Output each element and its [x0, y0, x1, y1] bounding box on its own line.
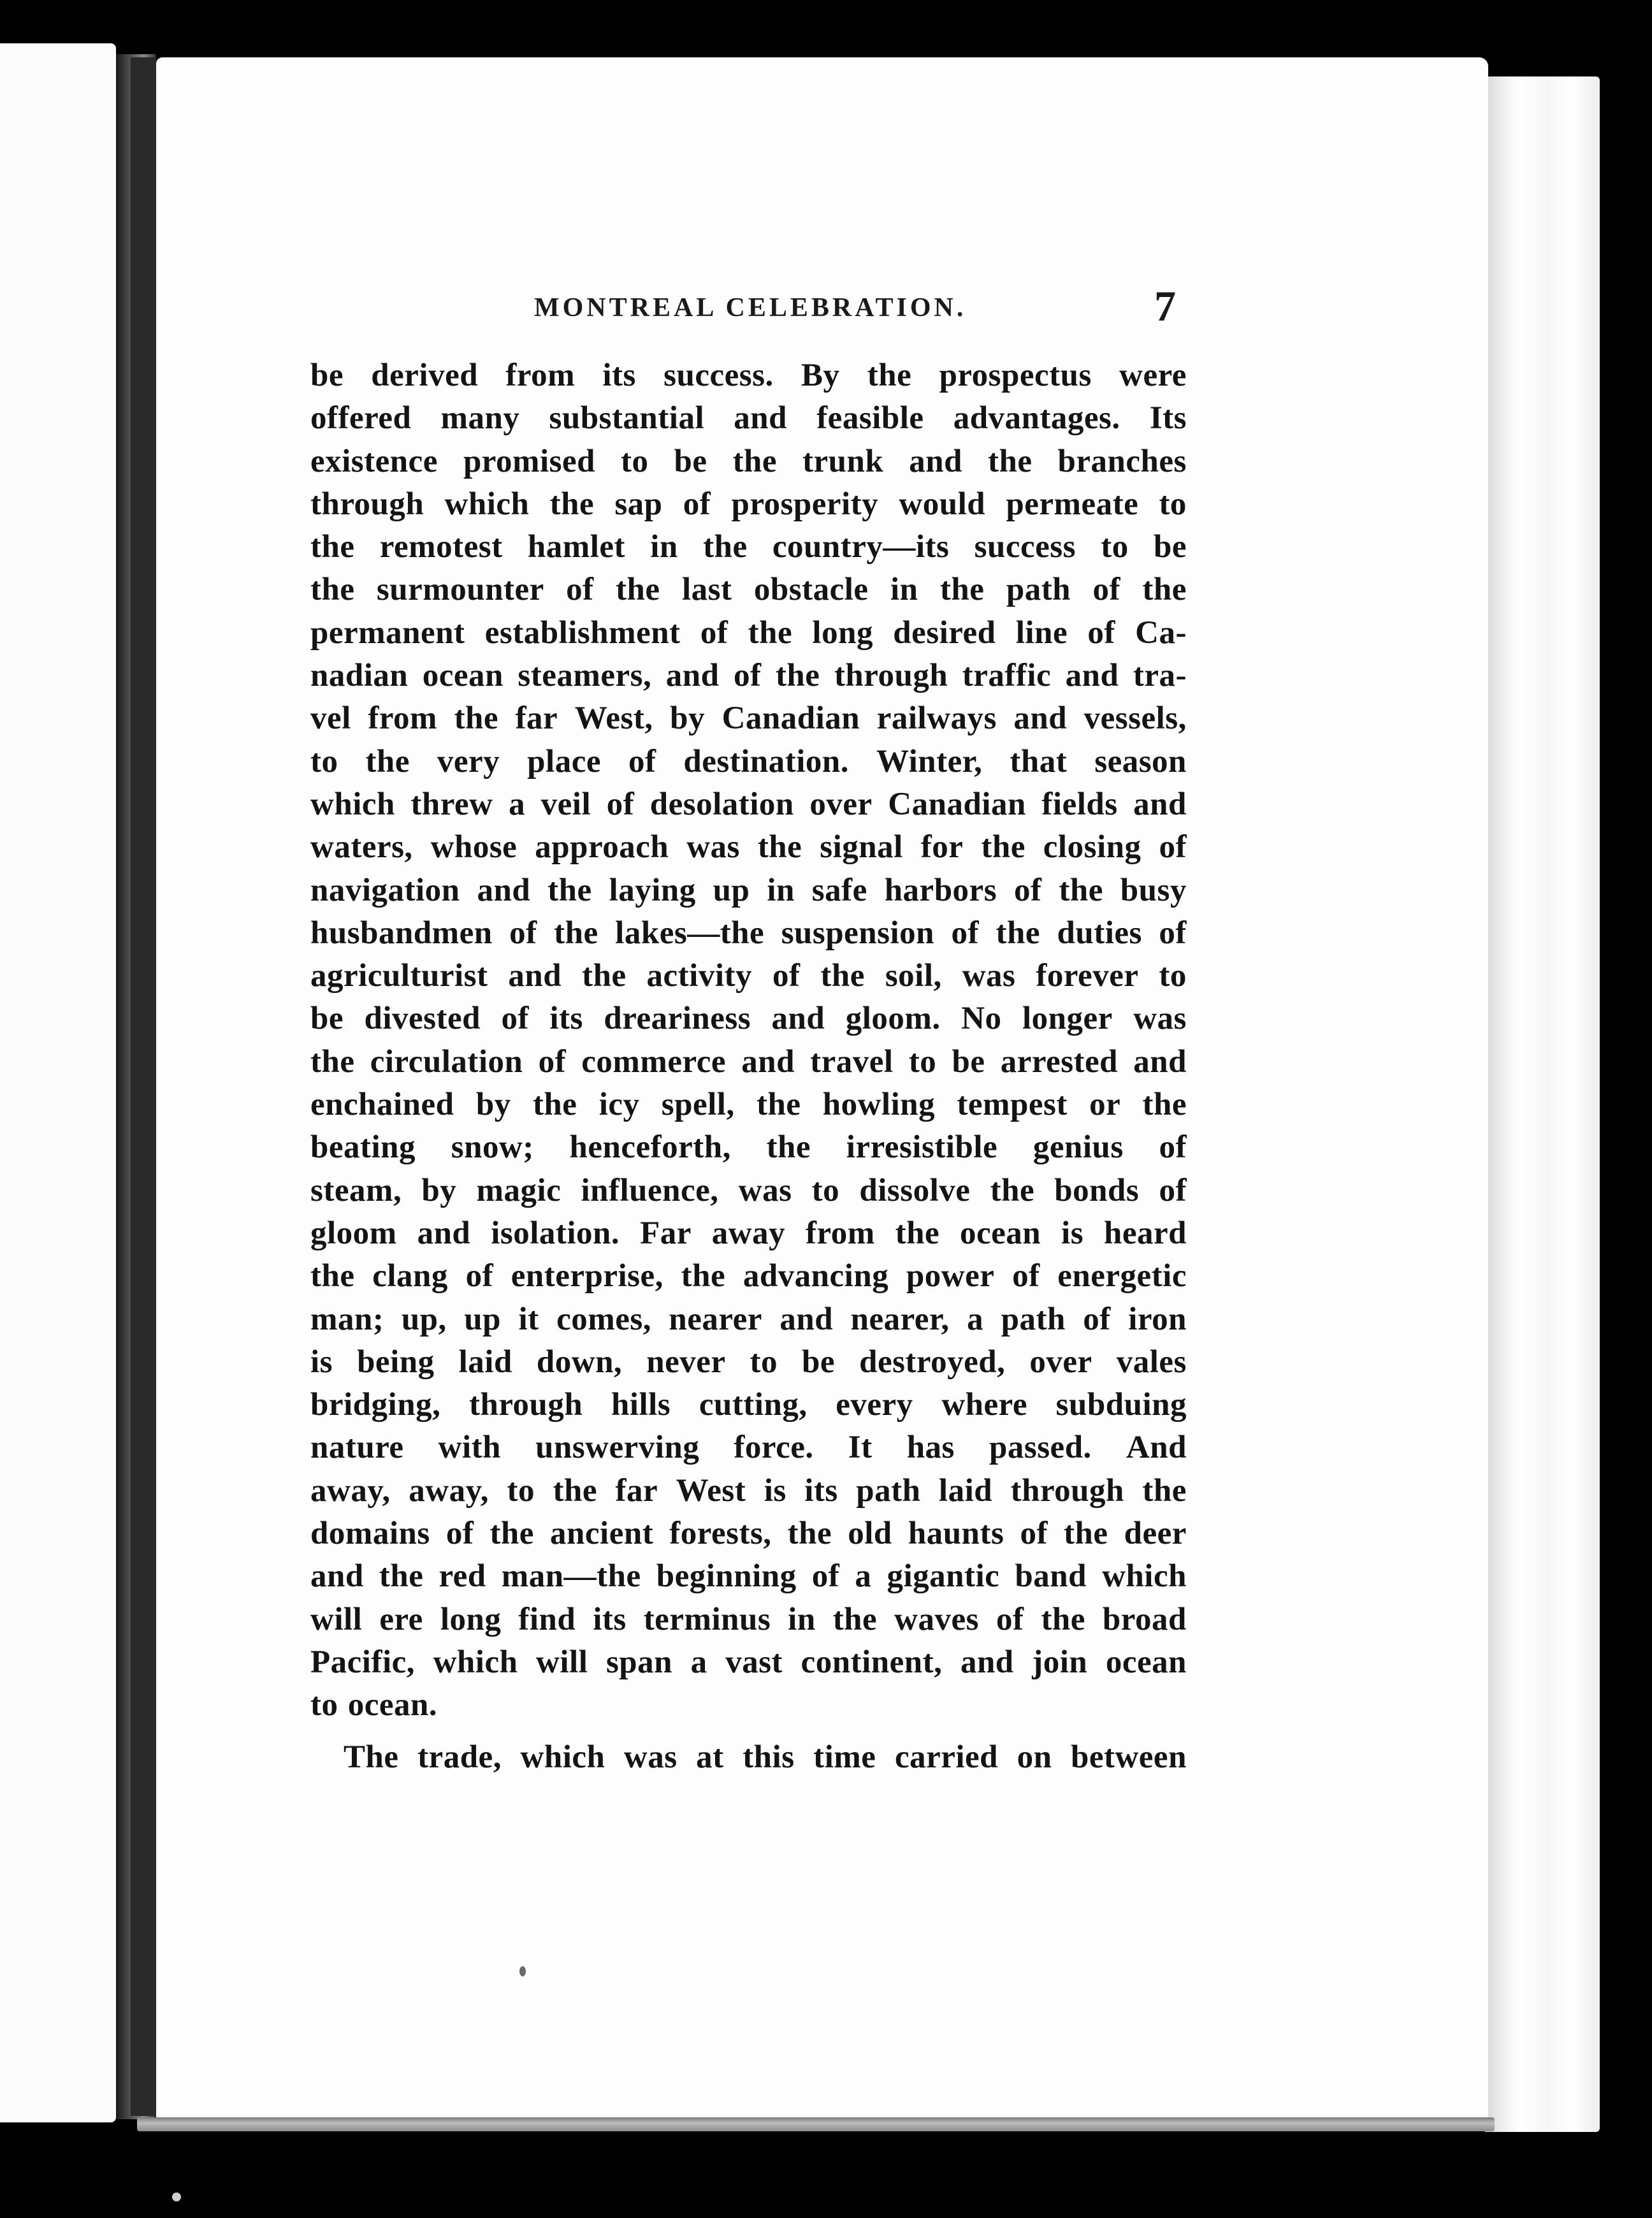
text-line: nadian ocean steamers, and of the through traffic and tra- [310, 658, 1187, 694]
text-line: and the red man—the beginning of a gigantic band which [310, 1558, 1187, 1595]
text-line: be divested of its dreariness and gloom. No longer was [310, 1001, 1187, 1037]
text-line: through which the sap of prosperity would permeate to [310, 486, 1187, 522]
text-line: beating snow; henceforth, the irresistible genius of [310, 1129, 1187, 1166]
text-line: the circulation of commerce and travel to be arrested and [310, 1043, 1187, 1080]
text-line: steam, by magic influence, was to dissolve the bonds of [310, 1172, 1187, 1208]
text-line: will ere long find its terminus in the waves of the broad [310, 1601, 1187, 1637]
text-line: bridging, through hills cutting, every where subduing [310, 1387, 1187, 1423]
text-line: the remotest hamlet in the country—its success to be [310, 529, 1187, 565]
running-head: MONTREAL CELEBRATION. [534, 293, 967, 323]
text-line: nature with unswerving force. It has passed. And [310, 1430, 1187, 1466]
text-line: agriculturist and the activity of the soil, was forever to [310, 958, 1187, 994]
text-line: waters, whose approach was the signal for the closing of [310, 829, 1187, 866]
ink-speck [519, 1966, 526, 1976]
text-line: is being laid down, never to be destroyed, over vales [310, 1344, 1187, 1380]
text-line: The trade, which was at this time carried on between [344, 1739, 1187, 1775]
text-line: to the very place of destination. Winter, that season [310, 743, 1187, 779]
text-line: enchained by the icy spell, the howling tempest or the [310, 1087, 1187, 1123]
book-gutter [131, 57, 156, 2116]
text-line: away, away, to the far West is its path laid through the [310, 1472, 1187, 1509]
text-line: which threw a veil of desolation over Canadian fields and [310, 786, 1187, 822]
page-number: 7 [1154, 282, 1176, 330]
text-line: Pacific, which will span a vast continent, and join ocean [310, 1644, 1187, 1680]
text-line: man; up, up it comes, nearer and nearer, a path of iron [310, 1301, 1187, 1337]
body-text [310, 354, 1187, 1779]
page-edges-right [1485, 76, 1600, 2132]
text-line: navigation and the laying up in safe harbors of the busy [310, 872, 1187, 908]
text-line: the clang of enterprise, the advancing power of energetic [310, 1258, 1187, 1294]
text-line: husbandmen of the lakes—the suspension of the duties of [310, 915, 1187, 951]
page-edge-bottom [137, 2117, 1495, 2131]
text-line: vel from the far West, by Canadian railways and vessels, [310, 700, 1187, 737]
text-line: offered many substantial and feasible advantages. Its [310, 400, 1187, 437]
facing-page [0, 43, 116, 2122]
scan-mark [172, 2193, 181, 2201]
text-line: the surmounter of the last obstacle in the path of the [310, 572, 1187, 608]
text-line: be derived from its success. By the prospectus were [310, 358, 1187, 393]
text-line: gloom and isolation. Far away from the ocean is heard [310, 1215, 1187, 1251]
text-line: to ocean. [310, 1687, 438, 1723]
text-line: existence promised to be the trunk and the branches [310, 443, 1187, 479]
text-line: domains of the ancient forests, the old haunts of the deer [310, 1516, 1187, 1552]
text-line: permanent establishment of the long desired line of Ca- [310, 614, 1187, 651]
